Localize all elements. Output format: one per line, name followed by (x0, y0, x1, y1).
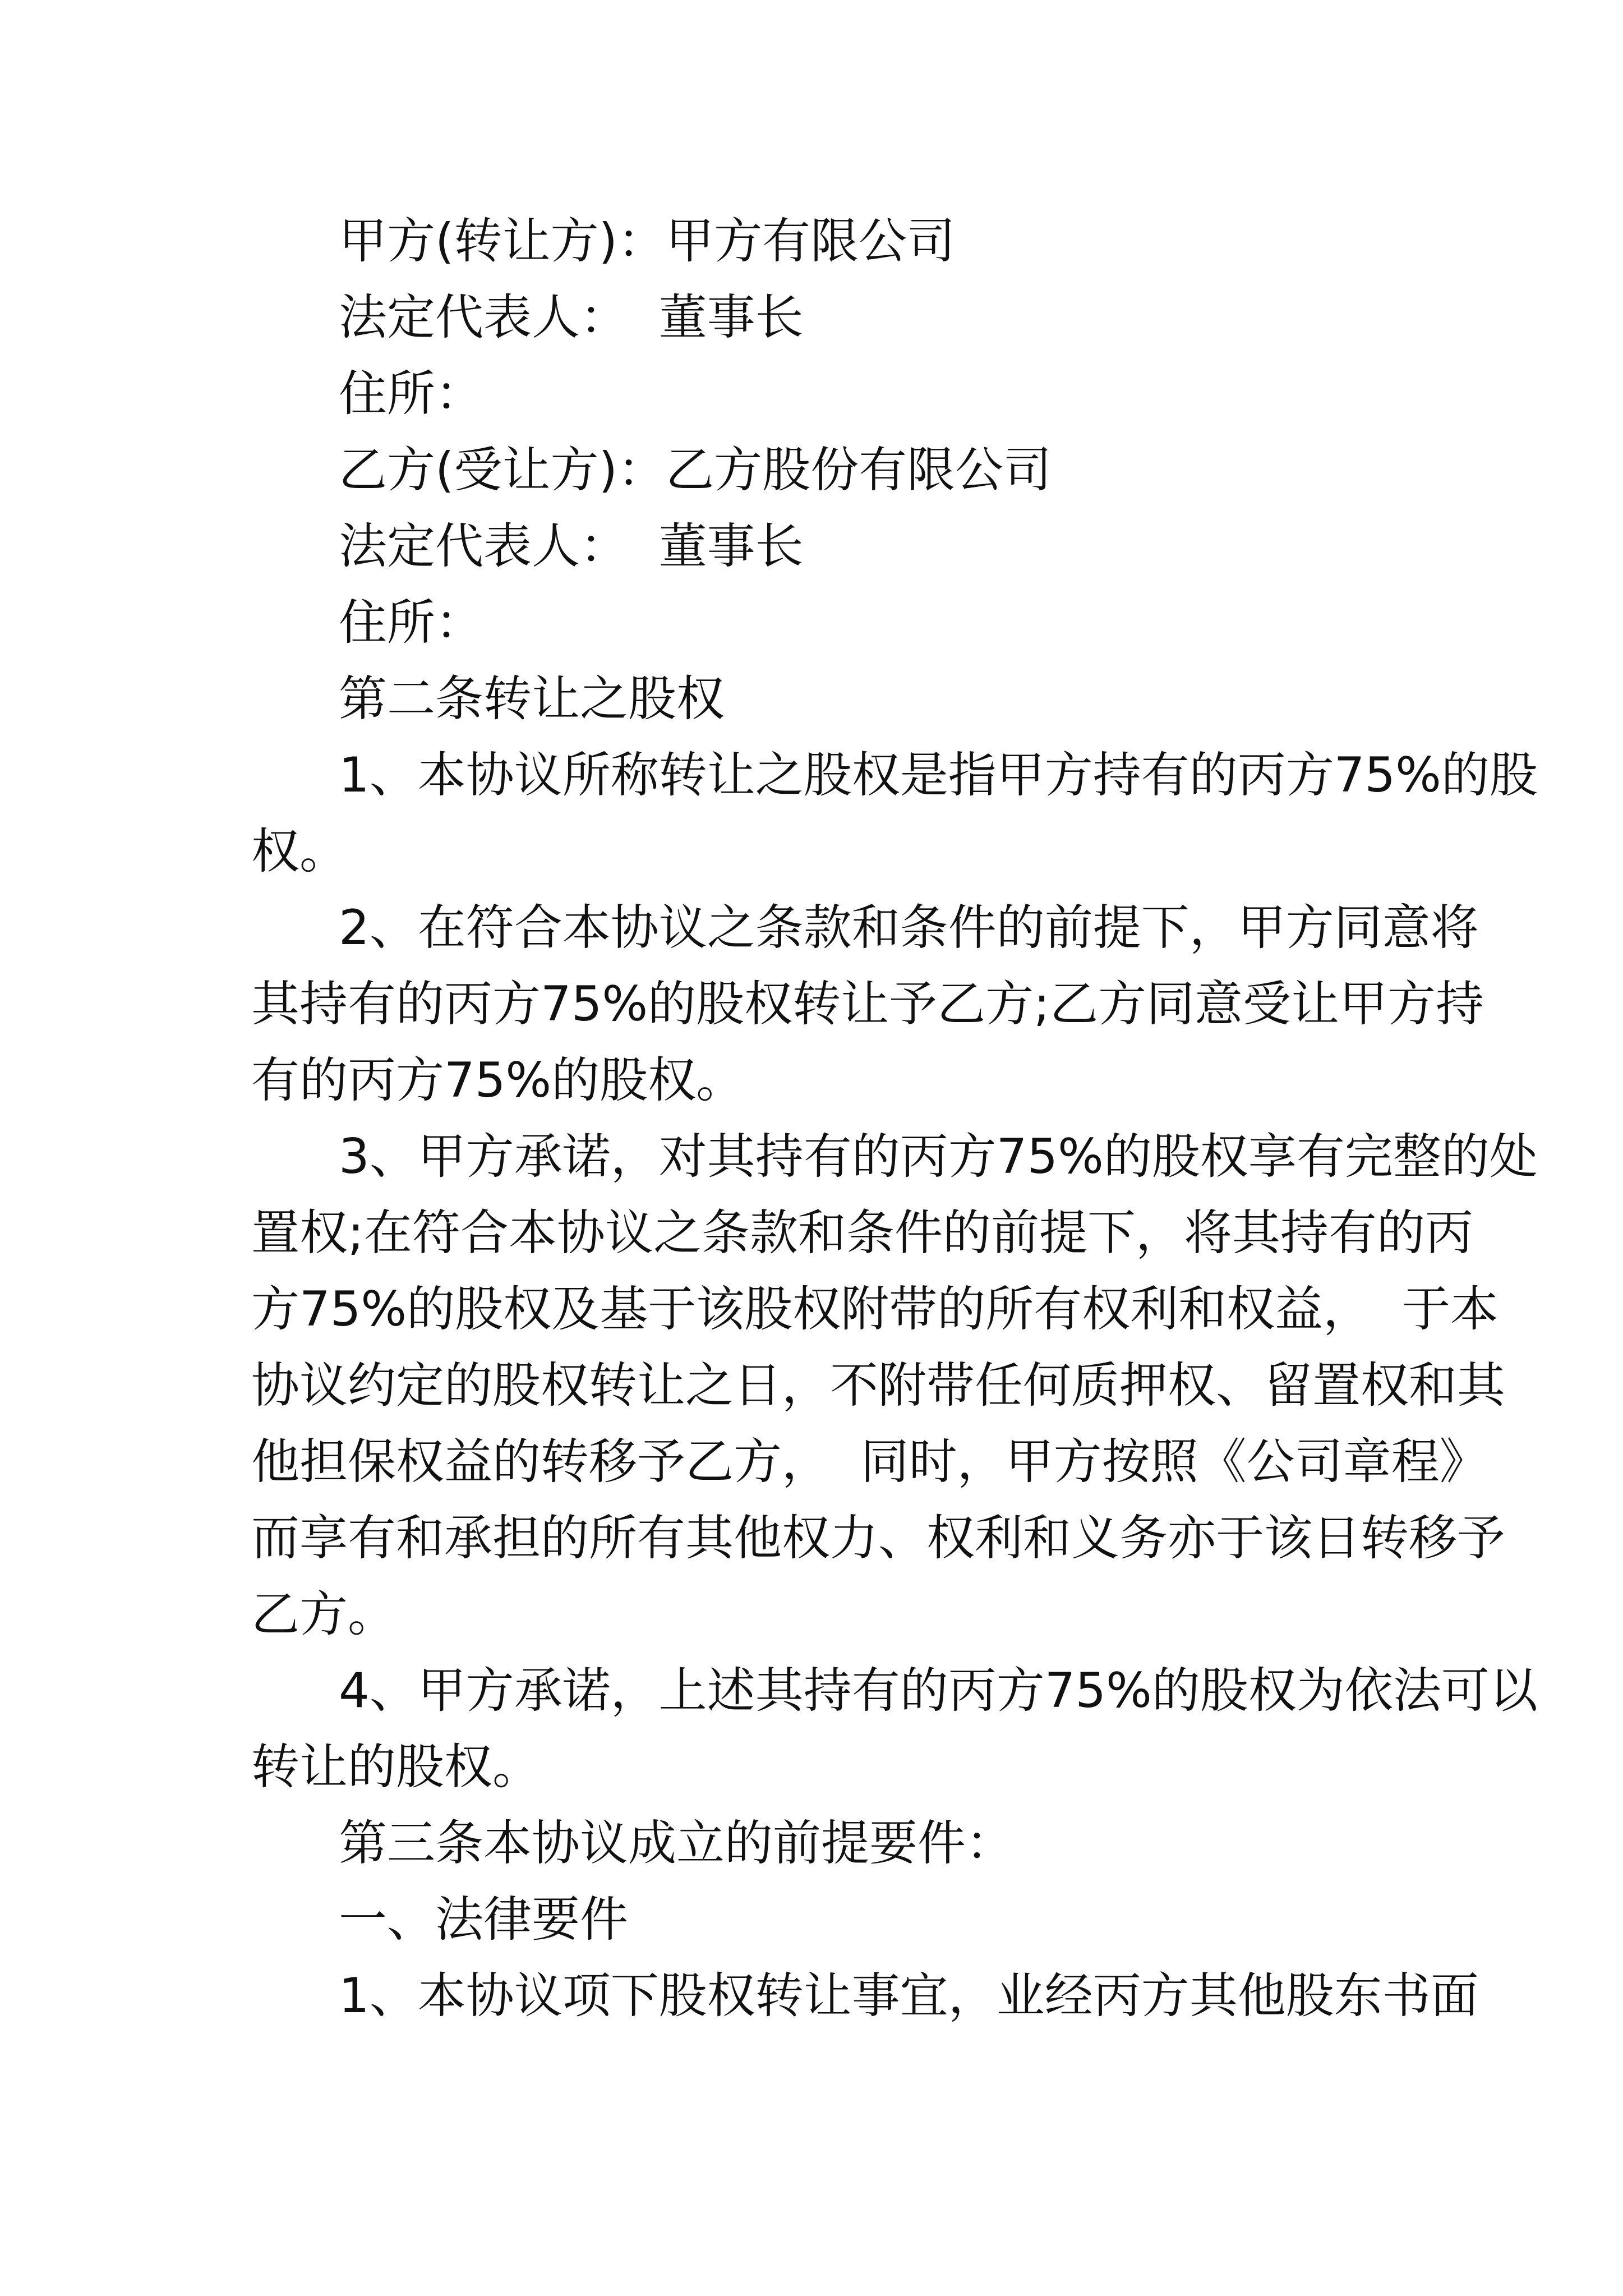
article-2-item-4-line: 转让的股权。 (251, 1739, 541, 1795)
article-2-item-3-line: 乙方。 (251, 1586, 396, 1642)
article-2-item-4-line: 4、甲方承诺，上述其持有的丙方75%的股权为依法可以 (339, 1663, 1538, 1719)
article-2-heading: 第二条转让之股权 (339, 671, 725, 727)
article-2-item-3-line: 3、甲方承诺，对其持有的丙方75%的股权享有完整的处 (339, 1129, 1538, 1185)
article-2-item-2-line: 2、在符合本协议之条款和条件的前提下，甲方同意将 (339, 900, 1479, 956)
article-3-heading: 第三条本协议成立的前提要件： (339, 1815, 1014, 1871)
party-b-address: 住所： (339, 595, 483, 651)
party-a: 甲方(转让方)：甲方有限公司 (339, 213, 956, 269)
party-a-address: 住所： (339, 366, 483, 422)
article-2-item-3-line: 协议约定的股权转让之日，不附带任何质押权、留置权和其 (251, 1358, 1505, 1414)
article-2-item-2-line: 其持有的丙方75%的股权转让予乙方;乙方同意受让甲方持 (251, 976, 1484, 1032)
party-b-representative: 法定代表人： 董事长 (339, 518, 804, 574)
party-a-representative: 法定代表人： 董事长 (339, 289, 804, 346)
article-2-item-1-line: 权。 (251, 823, 348, 880)
party-b: 乙方(受让方)：乙方股份有限公司 (339, 442, 1052, 498)
article-2-item-3-line: 置权;在符合本协议之条款和条件的前提下，将其持有的丙 (251, 1205, 1473, 1261)
article-2-item-1-line: 1、本协议所称转让之股权是指甲方持有的丙方75%的股 (339, 747, 1538, 803)
article-2-item-2-line: 有的丙方75%的股权。 (251, 1052, 745, 1108)
article-2-item-3-line: 方75%的股权及基于该股权附带的所有权利和权益， 于本 (251, 1281, 1498, 1337)
article-3-item-1-line: 1、本协议项下股权转让事宜，业经丙方其他股东书面 (339, 1968, 1479, 2024)
article-2-item-3-line: 他担保权益的转移予乙方， 同时，甲方按照《公司章程》 (251, 1434, 1488, 1490)
article-2-item-3-line: 而享有和承担的所有其他权力、权利和义务亦于该日转移予 (251, 1510, 1505, 1566)
article-3-section-heading: 一、法律要件 (339, 1892, 628, 1948)
